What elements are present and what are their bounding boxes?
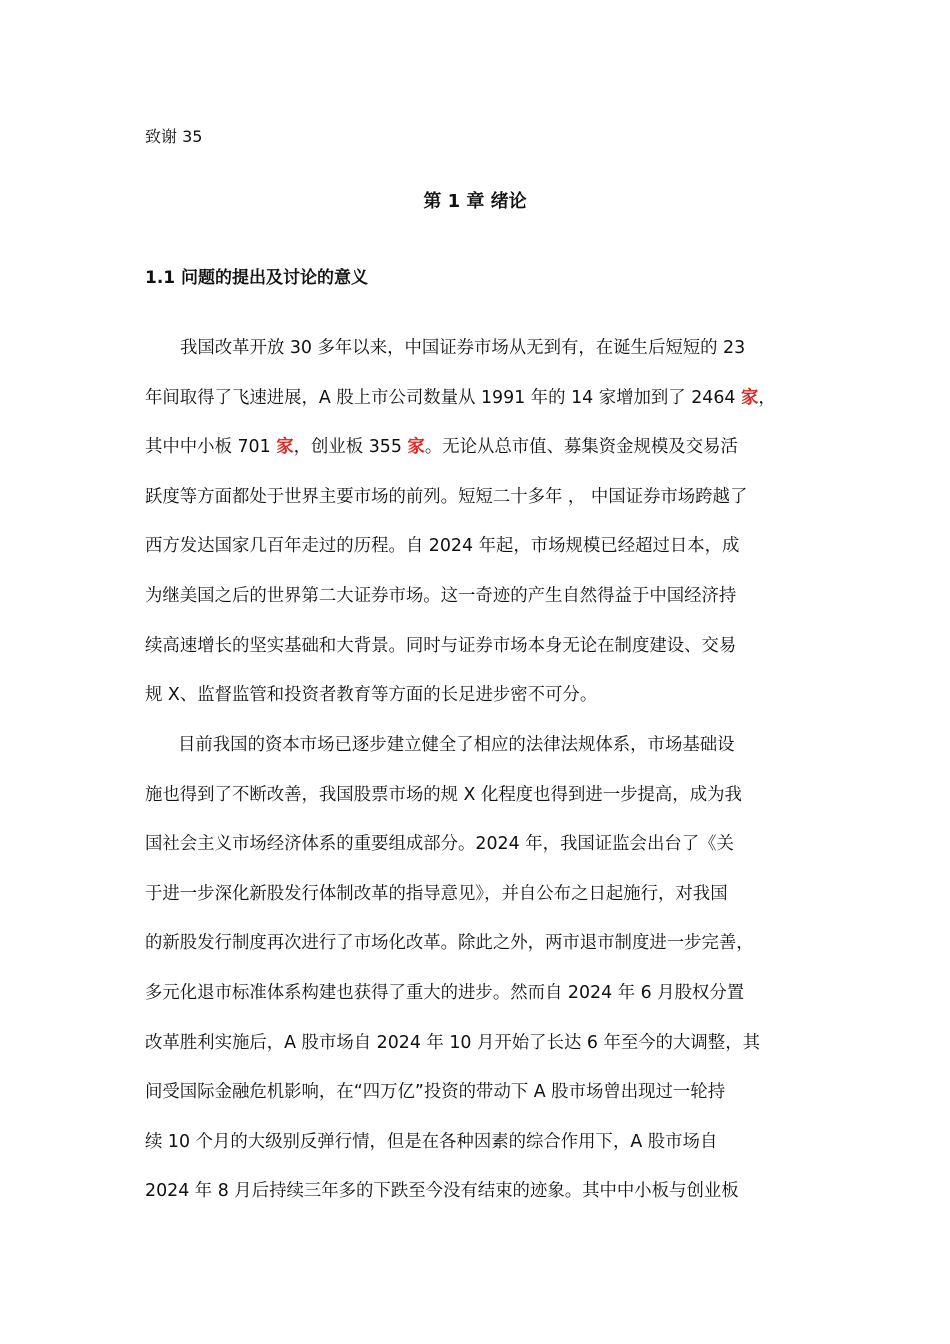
paragraph-line: 施也得到了不断改善，我国股票市场的规 X 化程度也得到进一步提高，成为我 — [145, 784, 742, 805]
paragraph-line: 改革胜利实施后，A 股市场自 2024 年 10 月开始了长达 6 年至今的大调整，其 — [145, 1032, 760, 1053]
highlighted-text: 家 — [741, 387, 759, 408]
paragraph-line: 目前我国的资本市场已逐步建立健全了相应的法律法规体系，市场基础设 — [178, 735, 735, 755]
paragraph-line: 间受国际金融危机影响，在“四万亿”投资的带动下 A 股市场曾出现过一轮持 — [145, 1082, 726, 1103]
toc-entry-acknowledgements: 致谢 35 — [145, 127, 203, 146]
paragraph-line: 多元化退市标准体系构建也获得了重大的进步。然而自 2024 年 6 月股权分置 — [145, 982, 745, 1003]
text-run: 年间取得了飞速进展，A 股上市公司数量从 1991 年的 14 家增加到了 2464 — [145, 387, 742, 408]
text-run: ， — [758, 387, 776, 408]
text-run: ，创业板 355 — [293, 437, 408, 458]
text-run: 。无论从总市值、募集资金规模及交易活 — [424, 437, 738, 458]
highlighted-text: 家 — [407, 437, 425, 458]
paragraph-line: 于进一步深化新股发行体制改革的指导意见》，并自公布之日起施行，对我国 — [145, 883, 728, 904]
paragraph-line — [145, 374, 825, 424]
paragraph-1 — [145, 324, 825, 721]
paragraph-line: 续 10 个月的大级别反弹行情，但是在各种因素的综合作用下，A 股市场自 — [145, 1131, 718, 1152]
paragraph-line: 的新股发行制度再次进行了市场化改革。除此之外，两市退市制度进一步完善， — [145, 933, 754, 954]
paragraph-line: 西方发达国家几百年走过的历程。自 2024 年起，市场规模已经超过日本，成 — [145, 536, 740, 557]
paragraph-line: 规 X、监督监管和投资者教育等方面的长足进步密不可分。 — [145, 685, 598, 706]
paragraph-line: 国社会主义市场经济体系的重要组成部分。2024 年，我国证监会出台了《关 — [145, 834, 734, 855]
paragraph-line: 我国改革开放 30 多年以来，中国证券市场从无到有，在诞生后短短的 23 — [180, 338, 746, 358]
paragraph-2 — [145, 721, 825, 1217]
text-run: 其中中小板 701 — [145, 437, 277, 458]
chapter-title: 第 1 章 绪论 — [423, 191, 527, 212]
paragraph-line — [145, 423, 825, 473]
paragraph-line: 2024 年 8 月后持续三年多的下跌至今没有结束的迹象。其中中小板与创业板 — [145, 1181, 739, 1202]
paragraph-line: 续高速增长的坚实基础和大背景。同时与证券市场本身无论在制度建设、交易 — [145, 635, 737, 656]
paragraph-line: 跃度等方面都处于世界主要市场的前列。短短二十多年 ， 中国证券市场跨越了 — [145, 486, 748, 507]
highlighted-text: 家 — [276, 437, 294, 458]
section-title: 1.1 问题的提出及讨论的意义 — [145, 268, 369, 288]
paragraph-line: 为继美国之后的世界第二大证券市场。这一奇迹的产生自然得益于中国经济持 — [145, 585, 737, 606]
